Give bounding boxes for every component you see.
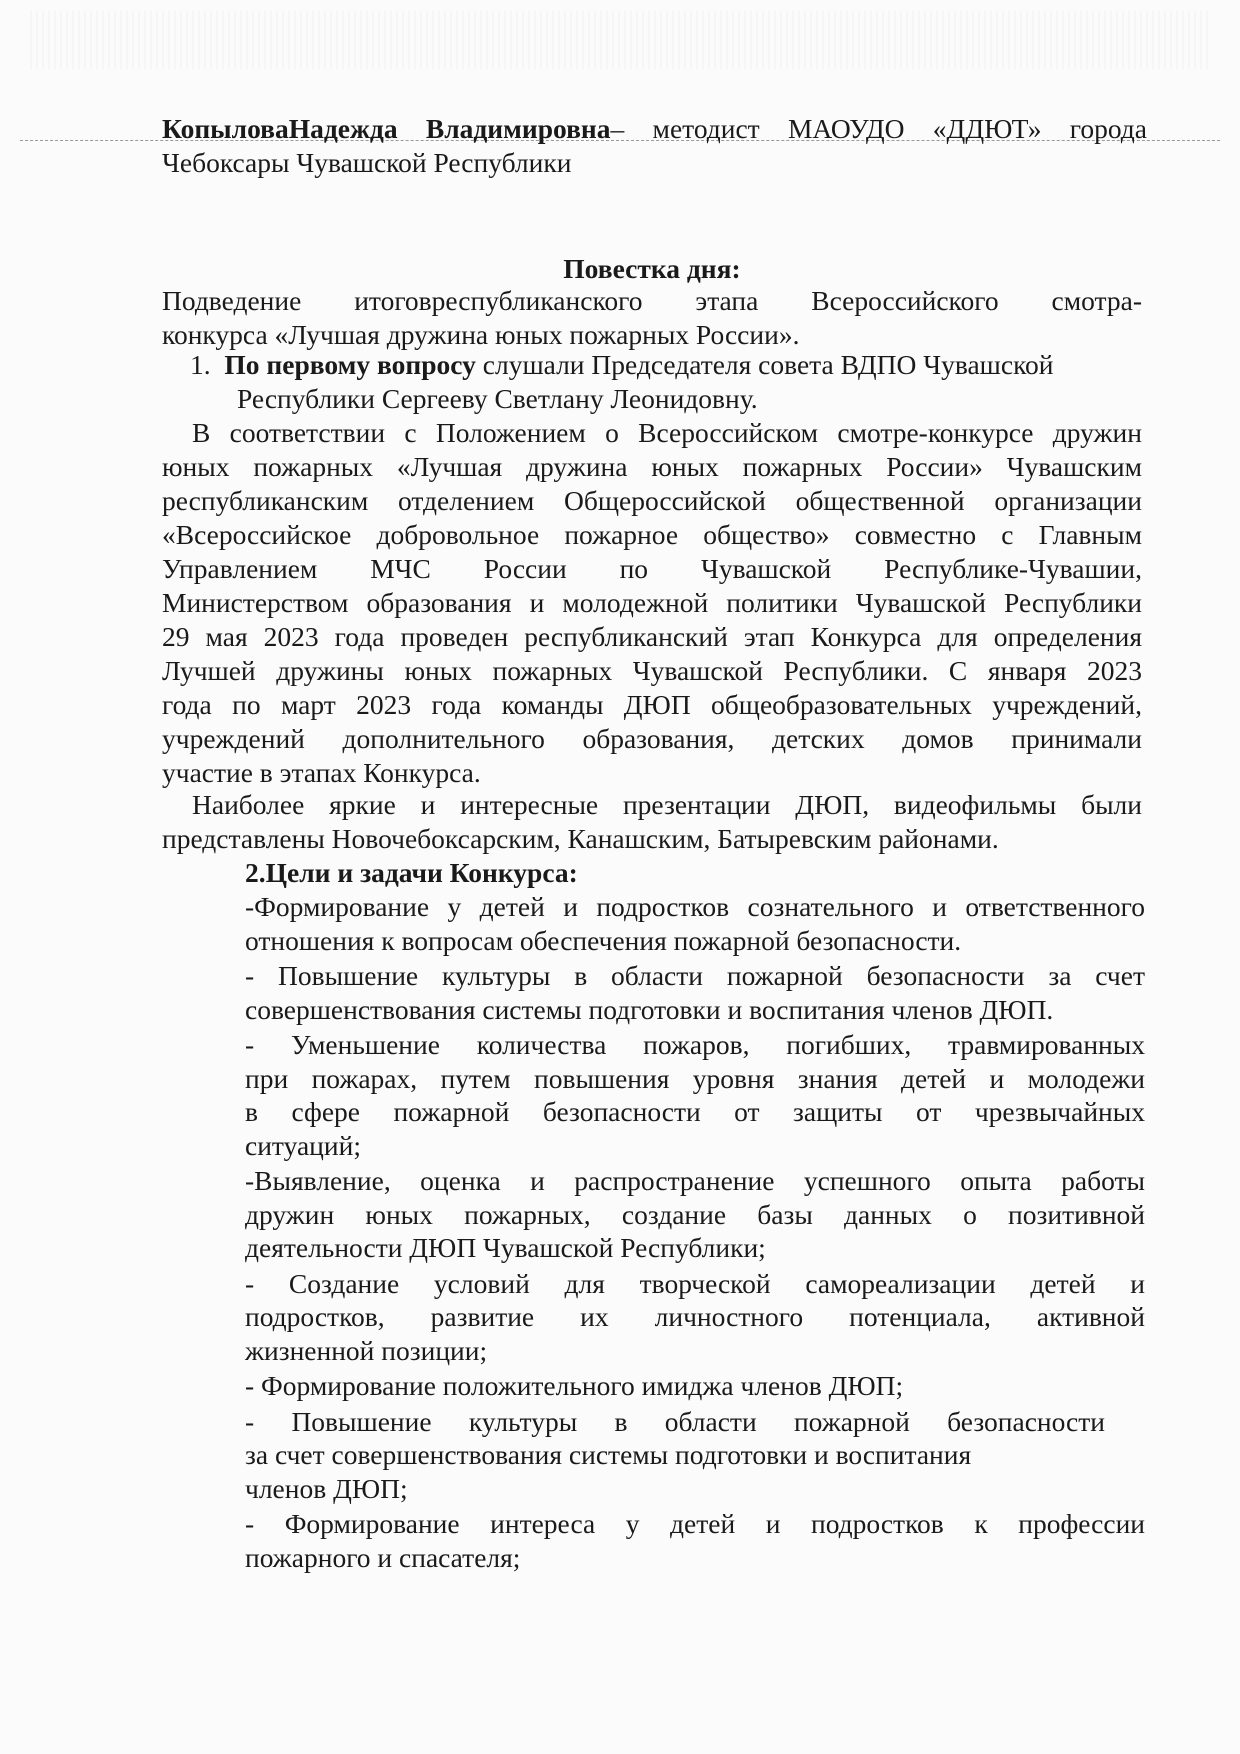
author-position: – методист МАОУДО «ДДЮТ» города bbox=[610, 113, 1148, 144]
scan-artifact bbox=[30, 10, 1210, 70]
paragraph-line: юных пожарных «Лучшая дружина юных пожарных России» Чувашским bbox=[162, 451, 1142, 482]
agenda-line: Подведение итоговреспубликанского этапа Всероссийского смотра- bbox=[162, 285, 1142, 316]
paragraph-presentations bbox=[162, 788, 1142, 856]
author-header bbox=[162, 112, 1147, 180]
goal-item: - Уменьшение количества пожаров, погибших, травмированных при пожарах, путем повышения уровня знания детей и молодежи в сфере пожарной безопасности от защиты от чрезвычайных ситуаций; bbox=[245, 1029, 1145, 1161]
goal-item: -Выявление, оценка и распространение успешного опыта работы дружин юных пожарных, создание базы данных о позитивной деятельности ДЮП Чувашской Республики; bbox=[245, 1165, 1145, 1263]
paragraph-line: учреждений дополнительного образования, детских домов принимали bbox=[162, 723, 1142, 754]
paragraph-line: участие в этапах Конкурса. bbox=[162, 757, 481, 788]
paragraph-line: В соответствии с Положением о Всероссийском смотре-конкурсе дружин bbox=[192, 417, 1142, 448]
paragraph-regulation bbox=[162, 416, 1142, 790]
item-first-question bbox=[190, 348, 1142, 416]
item-text: Республики Сергееву Светлану Леонидовну. bbox=[237, 383, 758, 414]
item-number: 1. bbox=[190, 349, 211, 380]
paragraph-line: республиканским отделением Общероссийской общественной организации bbox=[162, 485, 1142, 516]
agenda-text bbox=[162, 284, 1142, 352]
item-heading: По первому вопросу bbox=[224, 349, 476, 380]
author-name: КопыловаНадежда Владимировна bbox=[162, 113, 611, 144]
paragraph-line: Наиболее яркие и интересные презентации ДЮП, видеофильмы были bbox=[192, 789, 1142, 820]
goal-item: - Создание условий для творческой самореализации детей и подростков, развитие их личностного потенциала, активной жизненной позиции; bbox=[245, 1267, 1145, 1366]
section-goals-title: 2.Цели и задачи Конкурса: bbox=[245, 857, 578, 888]
item-text: слушали Председателя совета ВДПО Чувашской bbox=[482, 349, 1054, 380]
agenda-title: Повестка дня: bbox=[563, 253, 741, 284]
paragraph-line: Лучшей дружины юных пожарных Чувашской Республики. С января 2023 bbox=[162, 655, 1142, 686]
agenda-line: конкурса «Лучшая дружина юных пожарных России». bbox=[162, 319, 800, 350]
paragraph-line: «Всероссийское добровольное пожарное общество» совместно с Главным bbox=[162, 519, 1142, 550]
paragraph-line: 29 мая 2023 года проведен республиканский этап Конкурса для определения bbox=[162, 621, 1142, 652]
goal-item: - Повышение культуры в области пожарной безопасности за счет совершенствования системы подготовки и воспитания членов ДЮП. bbox=[245, 960, 1145, 1025]
goal-item: -Формирование у детей и подростков сознательного и ответственного отношения к вопросам обеспечения пожарной безопасности. bbox=[245, 891, 1145, 956]
paragraph-line: года по март 2023 года команды ДЮП общеобразовательных учреждений, bbox=[162, 689, 1142, 720]
goal-item: - Формирование интереса у детей и подростков к профессии пожарного и спасателя; bbox=[245, 1508, 1145, 1573]
goal-item: - Формирование положительного имиджа членов ДЮП; bbox=[245, 1370, 904, 1401]
paragraph-line: Управлением МЧС России по Чувашской Республике-Чувашии, bbox=[162, 553, 1142, 584]
author-city: Чебоксары Чувашской Республики bbox=[162, 147, 572, 178]
paragraph-line: Министерством образования и молодежной политики Чувашской Республики bbox=[162, 587, 1142, 618]
goals-list bbox=[245, 890, 1145, 1574]
goal-item: - Повышение культуры в области пожарной безопасности за счет совершенствования системы подготовки и воспитания членов ДЮП; bbox=[245, 1405, 1105, 1504]
paragraph-line: представлены Новочебоксарским, Канашским, Батыревским районами. bbox=[162, 823, 999, 854]
